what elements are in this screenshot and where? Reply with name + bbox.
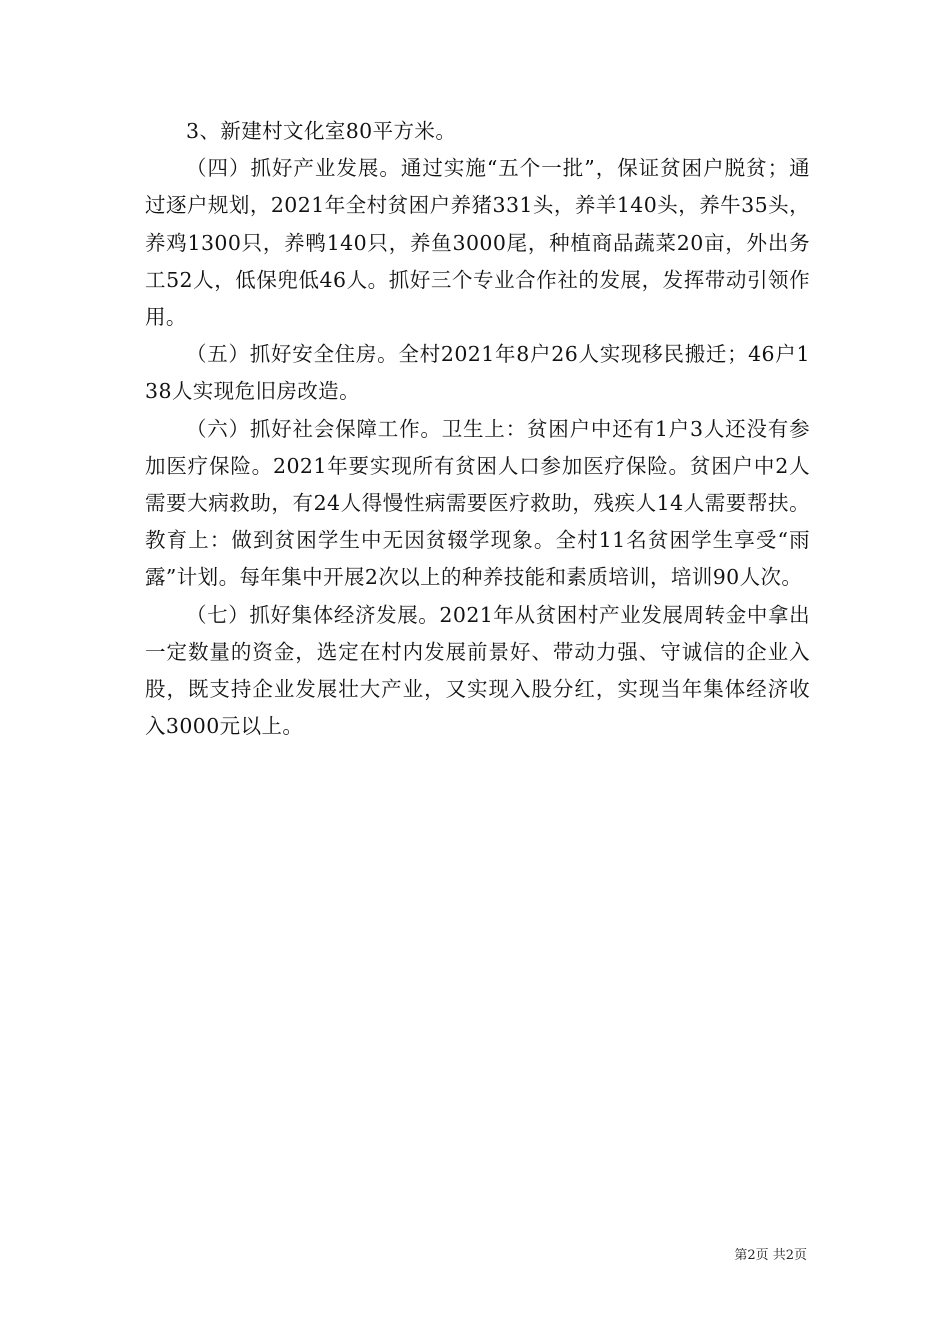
paragraph-item-3: 3、新建村文化室80平方米。 bbox=[186, 119, 457, 143]
paragraph-safe-housing: （五）抓好安全住房。全村2021年8户26人实现移民搬迁；46户138人实现危旧房改造。 bbox=[145, 342, 810, 404]
page-footer: 第2页 共2页 bbox=[734, 1248, 807, 1263]
paragraph-industry-development: （四）抓好产业发展。通过实施“五个一批”，保证贫困户脱贫；通过逐户规划，2021年全村贫困户养猪331头，养羊140头，养牛35头，养鸡1300只，养鸭140只，养鱼3000尾，种植商品蔬菜20亩，外出务工52人，低保兜低46人。抓好三个专业合作社的发展，发挥带动引领作用。 bbox=[145, 156, 810, 330]
paragraph-social-security: （六）抓好社会保障工作。卫生上：贫困户中还有1户3人还没有参加医疗保险。2021年要实现所有贫困人口参加医疗保险。贫困户中2人需要大病救助，有24人得慢性病需要医疗救助，残疾人14人需要帮扶。教育上：做到贫困学生中无因贫辍学现象。全村11名贫困学生享受“雨露”计划。每年集中开展2次以上的种养技能和素质培训，培训90人次。 bbox=[145, 416, 810, 590]
document-body bbox=[145, 113, 810, 745]
paragraph-collective-economy: （七）抓好集体经济发展。2021年从贫困村产业发展周转金中拿出一定数量的资金，选定在村内发展前景好、带动力强、守诚信的企业入股，既支持企业发展壮大产业，又实现入股分红，实现当年集体经济收入3000元以上。 bbox=[145, 602, 810, 739]
